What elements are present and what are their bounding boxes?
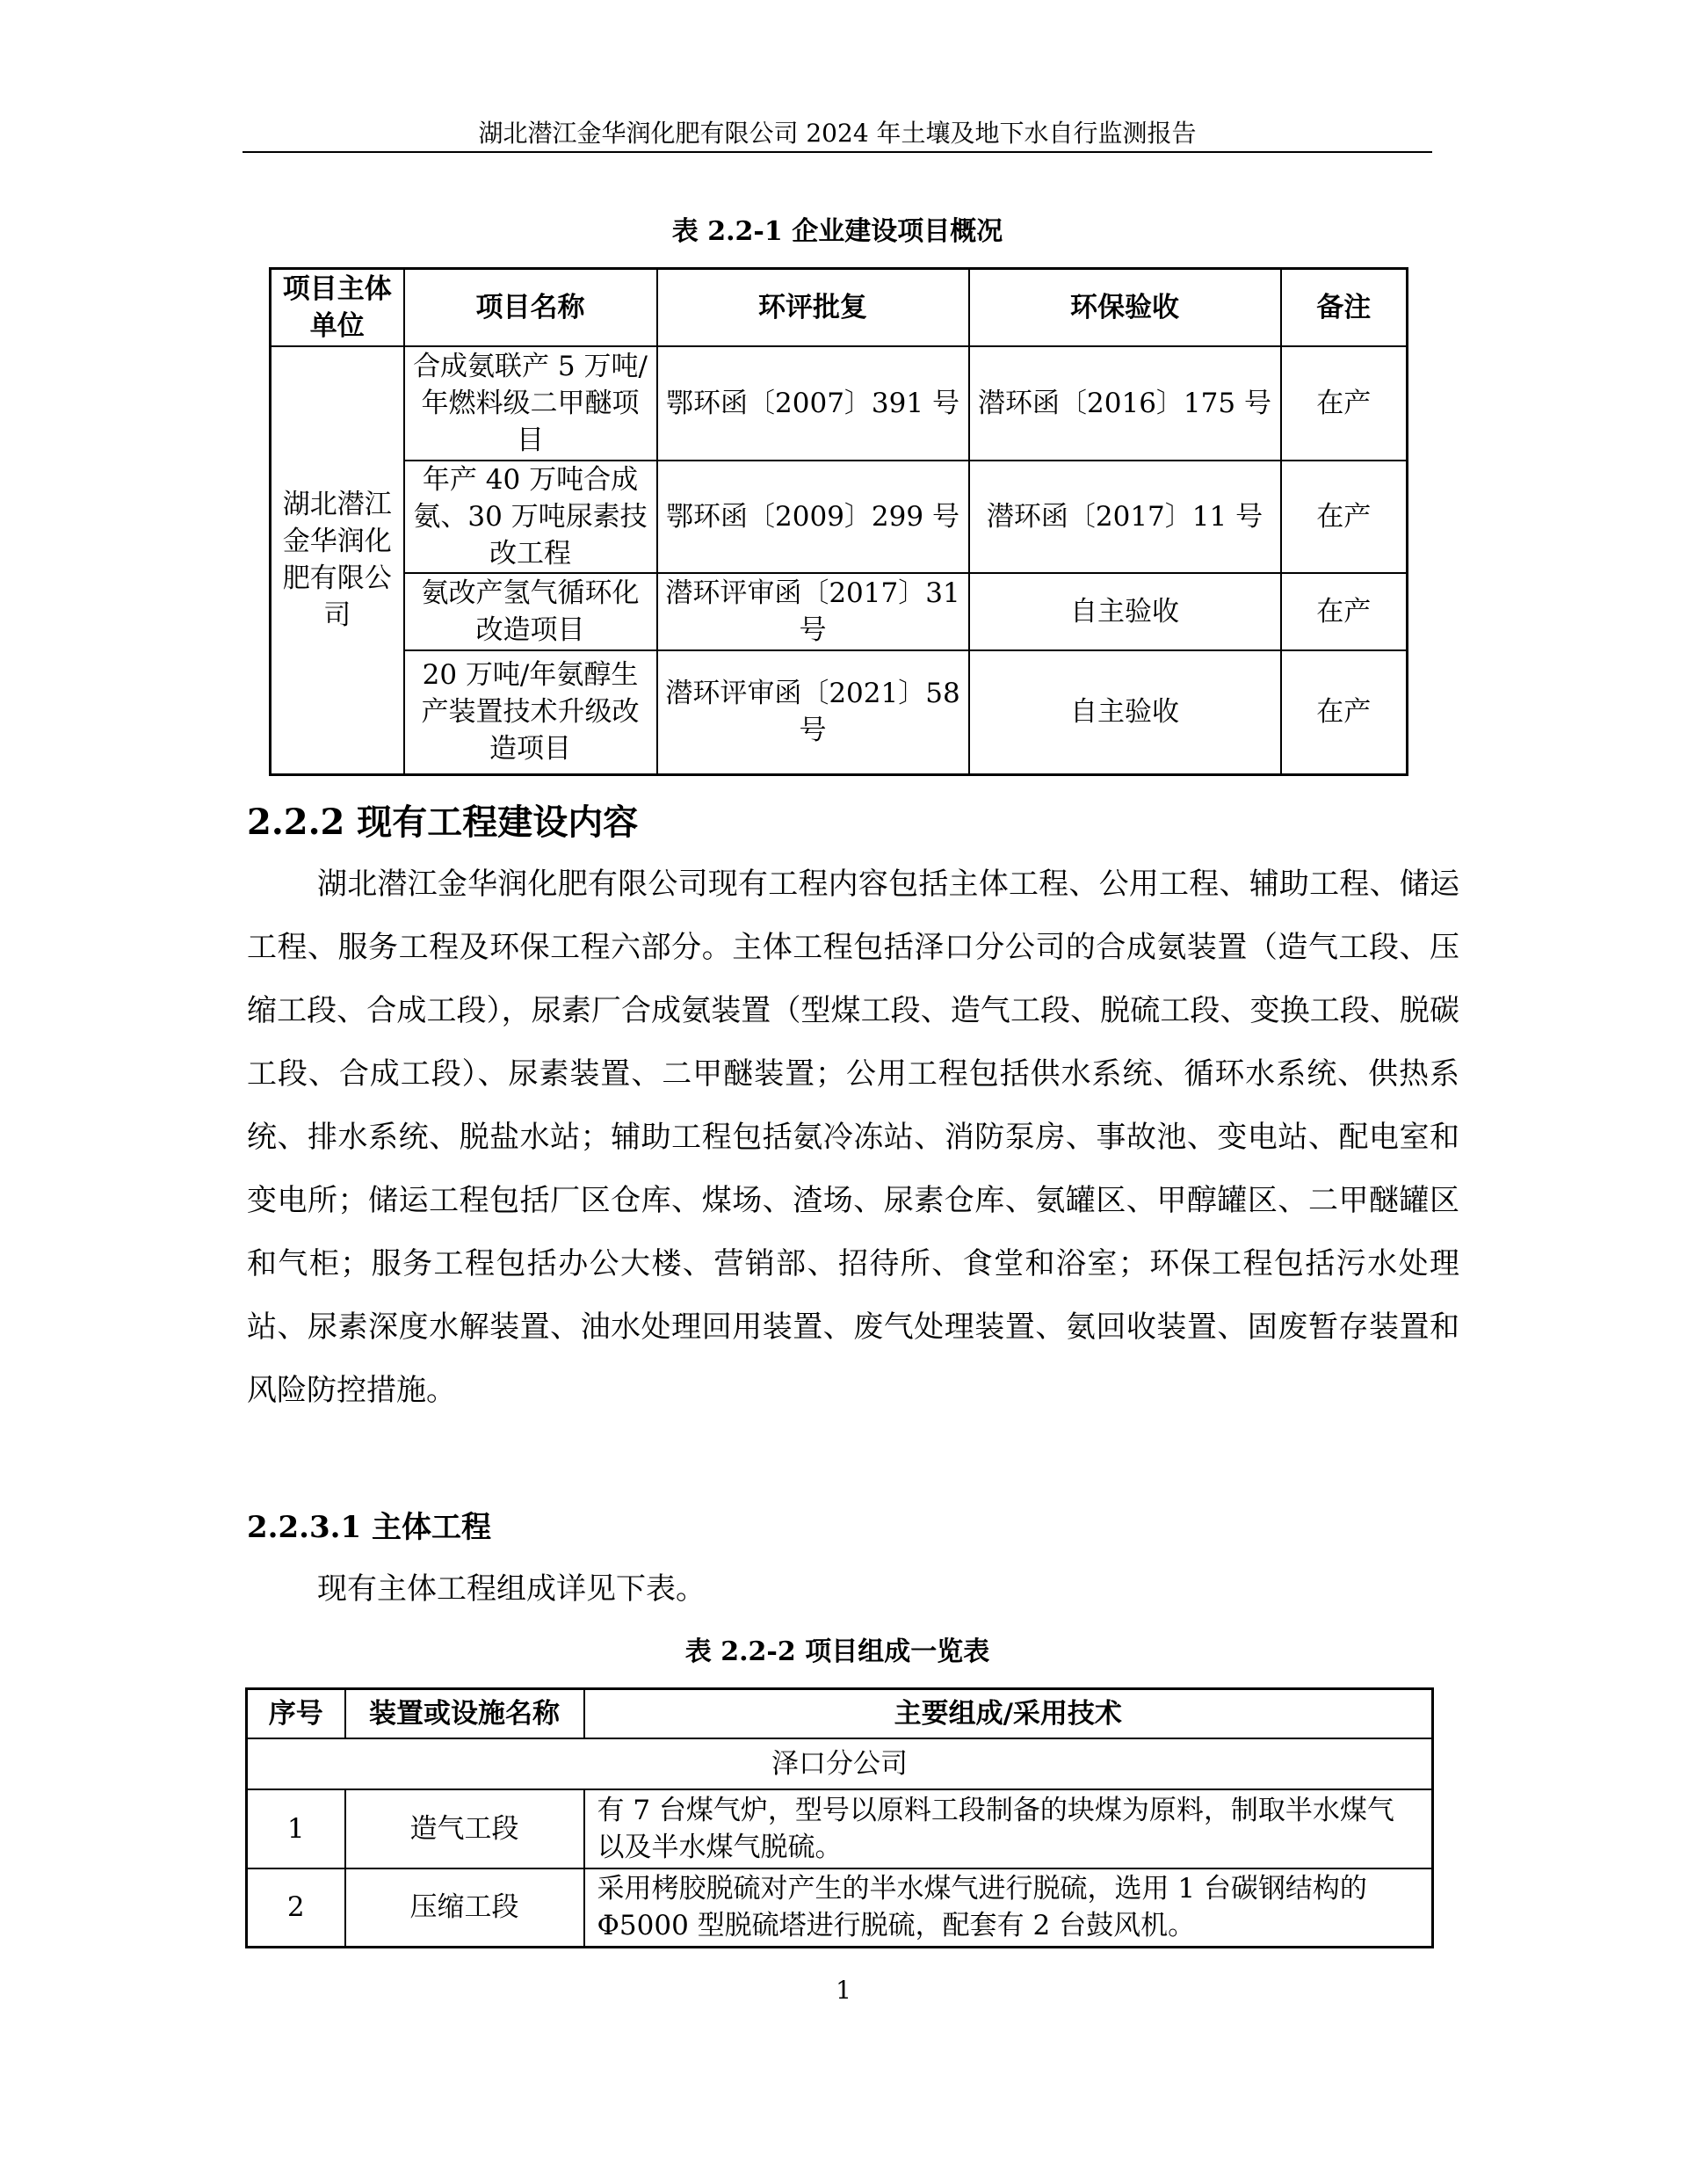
column-header: 项目主体单位 [271,269,404,346]
table-row [247,1789,1433,1868]
column-header: 装置或设施名称 [345,1689,584,1738]
subsection-heading: 2.2.3.1 主体工程 [247,1510,491,1545]
project-name-cell: 20 万吨/年氨醇生产装置技术升级改造项目 [404,650,657,775]
table-header-row [247,1689,1433,1738]
project-name-cell: 年产 40 万吨合成氨、30 万吨尿素技改工程 [404,461,657,573]
approval-cell: 鄂环函〔2009〕299 号 [657,461,969,573]
group-cell: 泽口分公司 [247,1738,1433,1789]
acceptance-cell: 潜环函〔2017〕11 号 [969,461,1281,573]
page-number: 1 [836,1976,851,2005]
table-header-row [271,269,1408,346]
facility-name-cell: 压缩工段 [345,1868,584,1948]
acceptance-cell: 潜环函〔2016〕175 号 [969,346,1281,461]
note-cell: 在产 [1281,346,1408,461]
project-composition-table [245,1687,1434,1948]
acceptance-cell: 自主验收 [969,650,1281,775]
column-header: 环保验收 [969,269,1281,346]
number-cell: 1 [247,1789,345,1868]
description-cell: 有 7 台煤气炉，型号以原料工段制备的块煤为原料，制取半水煤气以及半水煤气脱硫。 [584,1789,1433,1868]
unit-cell: 湖北潜江金华润化肥有限公司 [271,346,404,775]
table-row [247,1868,1433,1948]
table-group-row [247,1738,1433,1789]
section-heading: 2.2.2 现有工程建设内容 [247,802,639,843]
body-paragraph: 现有主体工程组成详见下表。 [317,1571,706,1607]
table-row [271,573,1408,650]
number-cell: 2 [247,1868,345,1948]
approval-cell: 鄂环函〔2007〕391 号 [657,346,969,461]
column-header: 主要组成/采用技术 [584,1689,1433,1738]
page-header: 湖北潜江金华润化肥有限公司 2024 年土壤及地下水自行监测报告 [478,119,1197,148]
table2-caption: 表 2.2-2 项目组成一览表 [684,1636,990,1667]
column-header: 项目名称 [404,269,657,346]
table1-caption: 表 2.2-1 企业建设项目概况 [671,216,1003,247]
project-name-cell: 合成氨联产 5 万吨/年燃料级二甲醚项目 [404,346,657,461]
note-cell: 在产 [1281,650,1408,775]
project-overview-table [269,267,1408,776]
approval-cell: 潜环评审函〔2017〕31 号 [657,573,969,650]
facility-name-cell: 造气工段 [345,1789,584,1868]
column-header: 序号 [247,1689,345,1738]
column-header: 环评批复 [657,269,969,346]
table-row [271,650,1408,775]
acceptance-cell: 自主验收 [969,573,1281,650]
header-divider [243,151,1432,153]
table-row [271,346,1408,461]
approval-cell: 潜环评审函〔2021〕58 号 [657,650,969,775]
table-row [271,461,1408,573]
body-paragraph: 湖北潜江金华润化肥有限公司现有工程内容包括主体工程、公用工程、辅助工程、储运工程、服务工程及环保工程六部分。主体工程包括泽口分公司的合成氨装置（造气工段、压缩工段、合成工段），尿素厂合成氨装置（型煤工段、造气工段、脱硫工段、变换工段、脱碳工段、合成工段）、尿素装置、二甲醚装置；公用工程包括供水系统、循环水系统、供热系统、排水系统、脱盐水站；辅助工程包括氨冷冻站、消防泵房、事故池、变电站、配电室和变电所；储运工程包括厂区仓库、煤场、渣场、尿素仓库、氨罐区、甲醇罐区、二甲醚罐区和气柜；服务工程包括办公大楼、营销部、招待所、食堂和浴室；环保工程包括污水处理站、尿素深度水解装置、油水处理回用装置、废气处理装置、氨回收装置、固废暂存装置和风险防控措施。 [247,867,1459,1408]
note-cell: 在产 [1281,573,1408,650]
column-header: 备注 [1281,269,1408,346]
project-name-cell: 氨改产氢气循环化改造项目 [404,573,657,650]
description-cell: 采用栲胶脱硫对产生的半水煤气进行脱硫，选用 1 台碳钢结构的Φ5000 型脱硫塔进行脱硫，配套有 2 台鼓风机。 [584,1868,1433,1948]
note-cell: 在产 [1281,461,1408,573]
